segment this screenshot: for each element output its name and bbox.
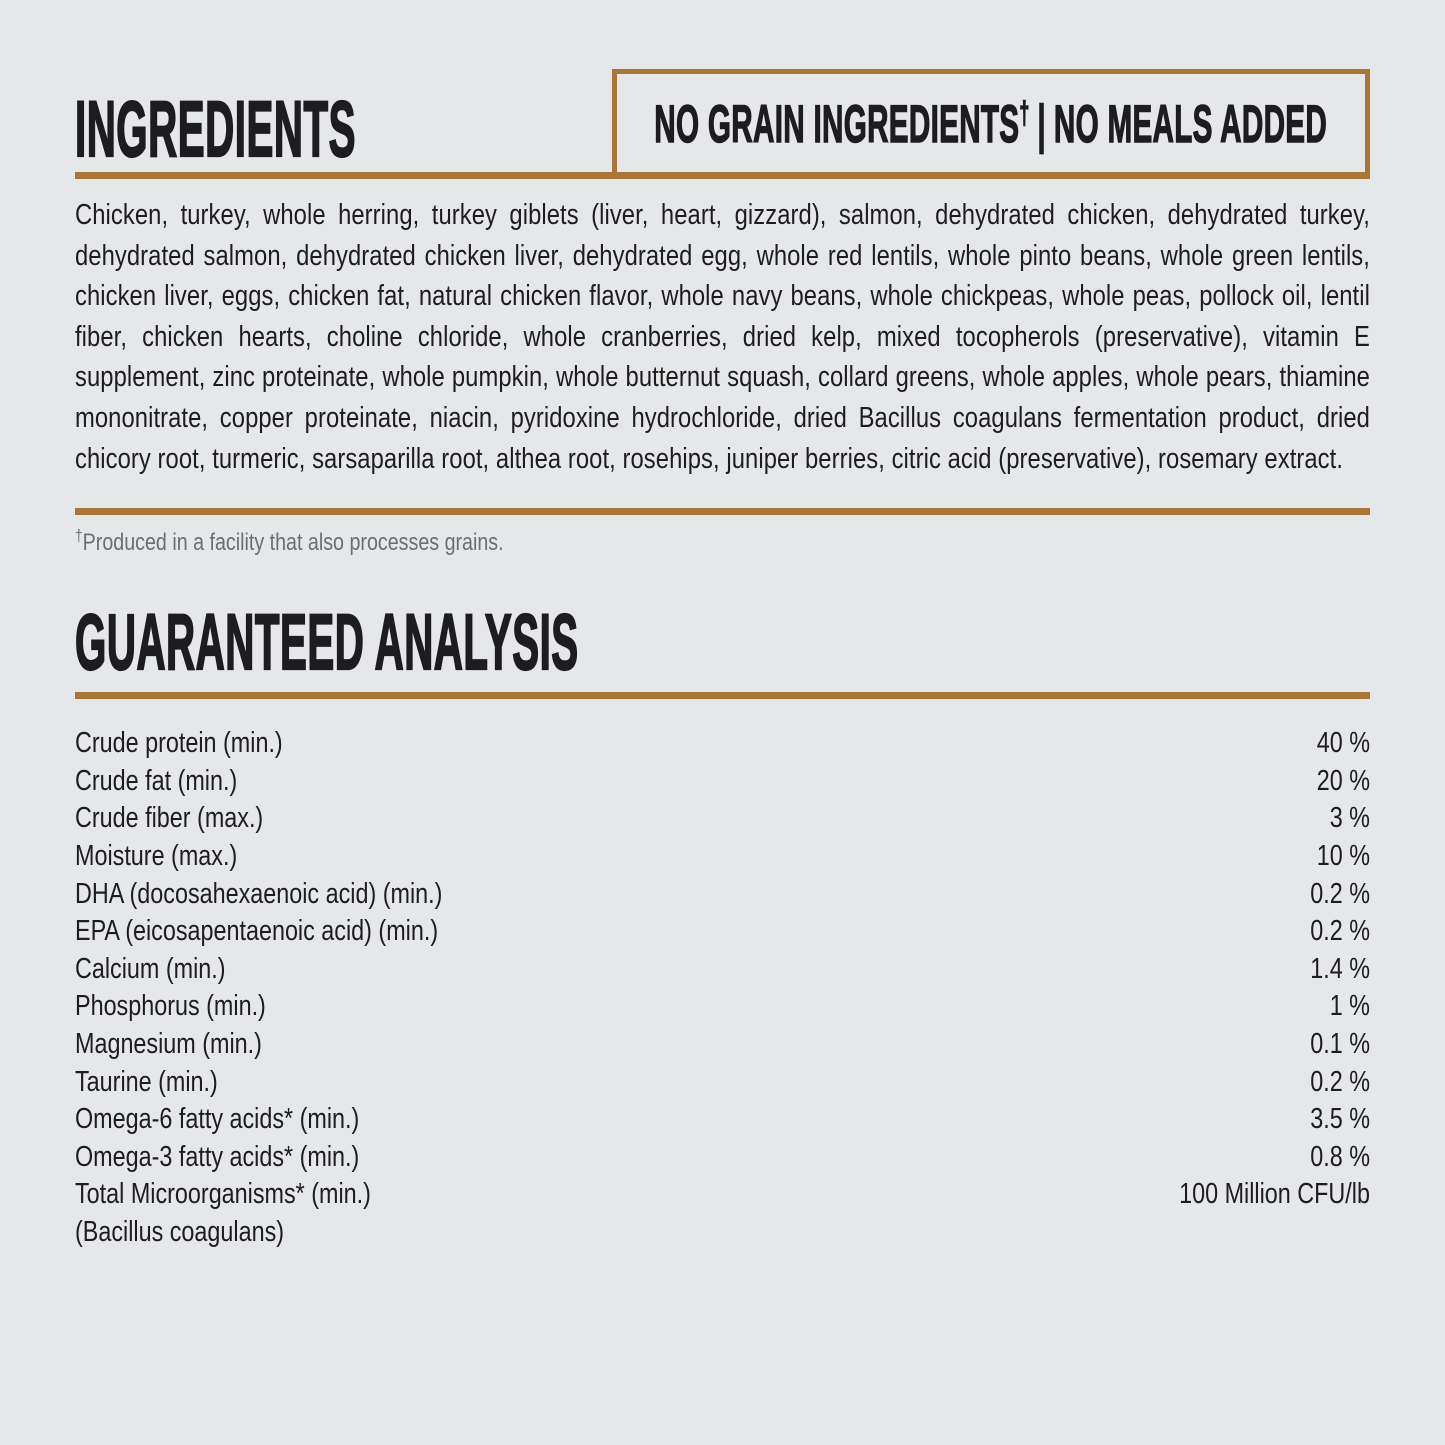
table-row xyxy=(75,800,1370,838)
row-value: 0.2 % xyxy=(1310,877,1370,910)
row-label: Calcium (min.) xyxy=(75,952,226,985)
ingredients-text: Chicken, turkey, whole herring, turkey giblets (liver, heart, gizzard), salmon, dehydrated chicken, dehydrated turkey, dehydrated salmon, dehydrated chicken liver, dehydrated egg, whole red lentils, whole pinto beans, whole green lentils, chicken liver, eggs, chicken fat, natural chicken flavor, whole navy beans, whole chickpeas, whole peas, pollock oil, lentil fiber, chicken hearts, choline chloride, whole cranberries, dried kelp, mixed tocopherols (preservative), vitamin E supplement, zinc proteinate, whole pumpkin, whole butternut squash, collard greens, whole apples, whole pears, thiamine mononitrate, copper proteinate, niacin, pyridoxine hydrochloride, dried Bacillus coagulans fermentation product, dried chicory root, turmeric, sarsaparilla root, althea root, rosehips, juniper berries, citric acid (preservative), rosemary extract. xyxy=(75,199,1370,475)
divider-rule-analysis xyxy=(75,692,1370,699)
row-label: Total Microorganisms* (min.) xyxy=(75,1178,371,1211)
guaranteed-analysis-title-text: GUARANTEED ANALYSIS xyxy=(75,597,579,687)
row-value: 20 % xyxy=(1316,764,1370,797)
table-row xyxy=(75,951,1370,989)
table-row xyxy=(75,876,1370,914)
table-row xyxy=(75,1176,1370,1214)
badge-separator: | xyxy=(1037,94,1047,154)
row-label: (Bacillus coagulans) xyxy=(75,1215,285,1248)
row-value: 3.5 % xyxy=(1310,1103,1370,1136)
row-value: 0.8 % xyxy=(1310,1140,1370,1173)
table-row xyxy=(75,1064,1370,1102)
table-row xyxy=(75,763,1370,801)
row-label: Taurine (min.) xyxy=(75,1065,218,1098)
table-row xyxy=(75,913,1370,951)
grain-facility-footnote xyxy=(75,528,1370,558)
footnote-dagger: † xyxy=(75,526,83,546)
badge-part1: NO GRAIN INGREDIENTS xyxy=(654,94,1020,154)
row-label: Crude fat (min.) xyxy=(75,764,238,797)
badge-dagger: † xyxy=(1019,93,1030,130)
no-grain-badge xyxy=(612,69,1370,179)
label-content xyxy=(75,0,1370,1251)
ingredients-title xyxy=(75,84,360,173)
table-row xyxy=(75,838,1370,876)
row-value: 0.2 % xyxy=(1310,915,1370,948)
no-grain-badge-text xyxy=(655,94,1328,155)
divider-rule-ingredients xyxy=(75,508,1370,515)
row-label: Omega-3 fatty acids* (min.) xyxy=(75,1140,360,1173)
row-label: Magnesium (min.) xyxy=(75,1027,262,1060)
ingredients-header xyxy=(75,0,1370,179)
guaranteed-analysis-title xyxy=(75,597,595,687)
row-label: Crude protein (min.) xyxy=(75,727,283,760)
row-label: Moisture (max.) xyxy=(75,839,238,872)
row-value: 0.1 % xyxy=(1310,1027,1370,1060)
badge-part2: NO MEALS ADDED xyxy=(1054,94,1328,154)
row-value: 100 Million CFU/lb xyxy=(1179,1178,1370,1211)
row-value: 1 % xyxy=(1329,990,1370,1023)
row-value: 3 % xyxy=(1329,802,1370,835)
ingredients-title-text: INGREDIENTS xyxy=(75,84,356,173)
row-label: Phosphorus (min.) xyxy=(75,990,266,1023)
analysis-table xyxy=(75,725,1370,1251)
table-row xyxy=(75,725,1370,763)
table-row xyxy=(75,988,1370,1026)
row-value: 10 % xyxy=(1316,839,1370,872)
table-row xyxy=(75,1139,1370,1177)
row-value: 1.4 % xyxy=(1310,952,1370,985)
row-value: 0.2 % xyxy=(1310,1065,1370,1098)
footnote-text: Produced in a facility that also processes grains. xyxy=(82,529,504,557)
table-row xyxy=(75,1214,1370,1252)
row-label: EPA (eicosapentaenoic acid) (min.) xyxy=(75,915,439,948)
row-label: DHA (docosahexaenoic acid) (min.) xyxy=(75,877,443,910)
table-row xyxy=(75,1026,1370,1064)
row-label: Omega-6 fatty acids* (min.) xyxy=(75,1103,360,1136)
row-value: 40 % xyxy=(1316,727,1370,760)
table-row xyxy=(75,1101,1370,1139)
row-label: Crude fiber (max.) xyxy=(75,802,264,835)
